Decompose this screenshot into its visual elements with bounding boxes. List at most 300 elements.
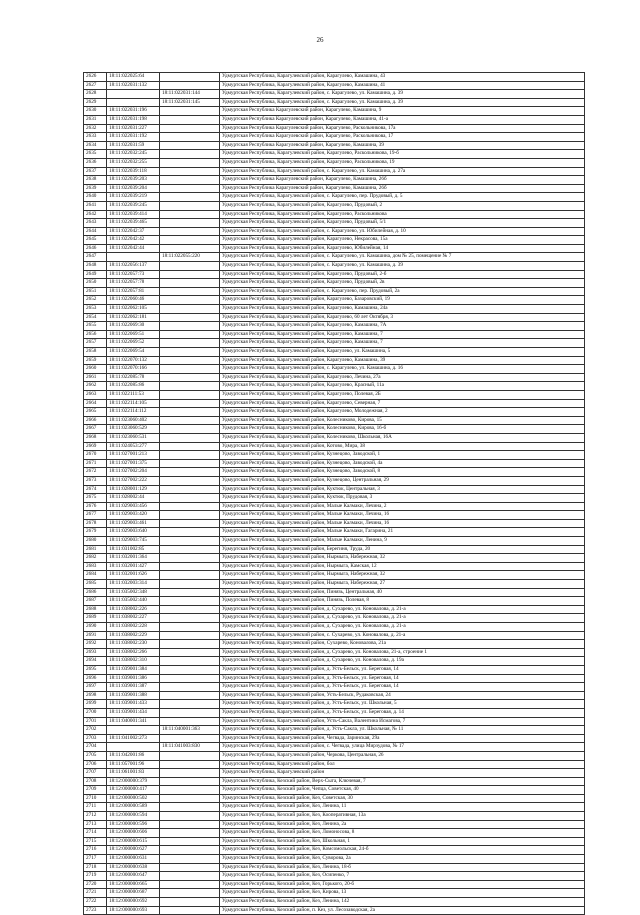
table-row <box>84 81 585 90</box>
address-cell: Удмуртская Республика, Карагулевский район, с. Карагулево, ул. Юбилейная, д. 10 <box>220 227 585 236</box>
row-number-cell: 2680 <box>84 537 107 546</box>
parcel-number-cell: 18:11:023060:529 <box>107 425 160 434</box>
table-row <box>84 794 585 803</box>
object-number-cell <box>160 519 220 528</box>
table-row <box>84 683 585 692</box>
address-cell: Удмуртская Республика, Карагулевский район, с. Чегвада, улица Мирзудова, № 17 <box>220 743 585 752</box>
parcel-number-cell: 18:12:000000:638 <box>107 863 160 872</box>
object-number-cell <box>160 545 220 554</box>
row-number-cell: 2646 <box>84 244 107 253</box>
object-number-cell <box>160 451 220 460</box>
address-cell: Удмуртская Республика, Карагулевский район, д. Сухарево, ул. Коновалова, д. 21-а <box>220 605 585 614</box>
object-number-cell <box>160 872 220 881</box>
table-row <box>84 382 585 391</box>
row-number-cell: 2676 <box>84 502 107 511</box>
parcel-number-cell: 18:12:000000:596 <box>107 820 160 829</box>
table-row <box>84 597 585 606</box>
object-number-cell <box>160 803 220 812</box>
object-number-cell <box>160 657 220 666</box>
table-row <box>84 528 585 537</box>
row-number-cell: 2714 <box>84 829 107 838</box>
parcel-number-cell: 18:11:057001:96 <box>107 760 160 769</box>
table-row <box>84 262 585 271</box>
address-cell: Удмуртская Республика, Карагулевский район, Карагулево, Северная, 7 <box>220 399 585 408</box>
object-number-cell <box>160 855 220 864</box>
row-number-cell: 2630 <box>84 107 107 116</box>
object-number-cell <box>160 511 220 520</box>
object-number-cell <box>160 614 220 623</box>
row-number-cell: 2705 <box>84 751 107 760</box>
table-row <box>84 416 585 425</box>
address-cell: Удмуртская Республика, Кезский район, Кез, Осипенко, 7 <box>220 872 585 881</box>
table-row <box>84 623 585 632</box>
table-row <box>84 313 585 322</box>
table-row <box>84 107 585 116</box>
parcel-number-cell: 18:11:022070:166 <box>107 365 160 374</box>
address-cell: Удмуртская Республика, Карагулевский район, Карагулево, ул. Камашина, 5 <box>220 348 585 357</box>
row-number-cell: 2707 <box>84 769 107 778</box>
row-number-cell: 2674 <box>84 485 107 494</box>
address-cell: Удмуртская Республика, Карагулевский район, с. Карагулево, ул. Камашина, д. 39 <box>220 90 585 99</box>
row-number-cell: 2688 <box>84 605 107 614</box>
table-row <box>84 270 585 279</box>
parcel-number-cell: 18:11:022085:86 <box>107 382 160 391</box>
address-cell: Удмуртская Республика, Карагулевский район, Колесниково, Кирова, 15 <box>220 416 585 425</box>
table-row <box>84 296 585 305</box>
address-cell: Удмуртская Республика, Карагулевский район, Карагулево, Полевая, 2Б <box>220 390 585 399</box>
table-row <box>84 425 585 434</box>
object-number-cell <box>160 571 220 580</box>
table-row <box>84 115 585 124</box>
parcel-number-cell: 18:11:022031:196 <box>107 107 160 116</box>
address-cell: Удмуртская Республика, Карагулевский район, Черкова, Центральная, 26 <box>220 751 585 760</box>
row-number-cell: 2717 <box>84 855 107 864</box>
parcel-number-cell: 18:11:038002:230 <box>107 640 160 649</box>
row-number-cell: 2672 <box>84 468 107 477</box>
parcel-number-cell: 18:11:022069:52 <box>107 339 160 348</box>
address-cell: Удмуртская Республика, Карагулевский район, Малые Калмаки, Лечина, 16 <box>220 511 585 520</box>
table-row <box>84 322 585 331</box>
parcel-number-cell: 18:11:039001:387 <box>107 683 160 692</box>
table-row <box>84 519 585 528</box>
table-row <box>84 537 585 546</box>
object-number-cell <box>160 683 220 692</box>
parcel-number-cell <box>107 253 160 262</box>
parcel-number-cell: 18:11:022042:37 <box>107 227 160 236</box>
parcel-number-cell: 18:11:038002:227 <box>107 614 160 623</box>
parcel-number-cell: 18:11:022039:219 <box>107 193 160 202</box>
address-cell: Удмуртская Республика, Карагулевский район, Карагулево, Лечина, 27а <box>220 373 585 382</box>
row-number-cell: 2697 <box>84 683 107 692</box>
object-number-cell <box>160 777 220 786</box>
address-cell: Удмуртская Республика, Карагулевский район, Карагулево, Некрасова, 15а <box>220 236 585 245</box>
parcel-number-cell: 18:11:039001:434 <box>107 708 160 717</box>
parcel-number-cell: 18:12:000000:647 <box>107 872 160 881</box>
address-cell: Удмуртская Республика, Карагулевский район, Карагулево, Раскольникова <box>220 210 585 219</box>
object-number-cell <box>160 279 220 288</box>
object-number-cell <box>160 760 220 769</box>
parcel-number-cell: 18:11:028002:44 <box>107 494 160 503</box>
row-number-cell: 2718 <box>84 863 107 872</box>
row-number-cell: 2664 <box>84 399 107 408</box>
row-number-cell: 2704 <box>84 743 107 752</box>
parcel-number-cell: 18:11:039001:386 <box>107 674 160 683</box>
object-number-cell <box>160 665 220 674</box>
table-row <box>84 244 585 253</box>
table-row <box>84 545 585 554</box>
object-number-cell <box>160 115 220 124</box>
table-row <box>84 562 585 571</box>
table-row <box>84 760 585 769</box>
table-row <box>84 433 585 442</box>
parcel-number-cell: 18:11:022042:44 <box>107 244 160 253</box>
address-cell: Удмуртская Республика, Карагулевский район, д. Усть-Бельск, ул. Береговая, 14 <box>220 683 585 692</box>
address-cell: Удмуртская Республика, Карагулевский район, д. Сухарево, ул. Коновалова, д. 21-а <box>220 614 585 623</box>
row-number-cell: 2629 <box>84 98 107 107</box>
object-number-cell <box>160 227 220 236</box>
parcel-number-cell: 18:11:035002:440 <box>107 597 160 606</box>
object-number-cell <box>160 476 220 485</box>
parcel-number-cell: 18:11:038002:228 <box>107 623 160 632</box>
address-cell: Удмуртская Республика, Карагулевский район, Карагулево, Камашина, 41 <box>220 81 585 90</box>
object-number-cell <box>160 236 220 245</box>
address-cell: Удмуртская Республика, Кезский район, Кез, Ленина, 11 <box>220 803 585 812</box>
row-number-cell: 2662 <box>84 382 107 391</box>
table-row <box>84 356 585 365</box>
table-row <box>84 494 585 503</box>
address-cell: Удмуртская Республика, Карагулевский район, д. Сухарево, ул. Коновалова, д. 19а <box>220 657 585 666</box>
parcel-number-cell: 18:11:022069:30 <box>107 322 160 331</box>
table-row <box>84 837 585 846</box>
row-number-cell: 2655 <box>84 322 107 331</box>
row-number-cell: 2721 <box>84 889 107 898</box>
parcel-number-cell: 18:11:032003:314 <box>107 580 160 589</box>
row-number-cell: 2702 <box>84 726 107 735</box>
object-number-cell <box>160 537 220 546</box>
table-row <box>84 820 585 829</box>
row-number-cell: 2695 <box>84 665 107 674</box>
parcel-number-cell: 18:11:027001:375 <box>107 459 160 468</box>
address-cell: Удмуртская Республика, Карагулевский район, Карагулево, Юбилейная, 14 <box>220 244 585 253</box>
row-number-cell: 2653 <box>84 305 107 314</box>
table-row <box>84 777 585 786</box>
row-number-cell: 2669 <box>84 442 107 451</box>
object-number-cell <box>160 339 220 348</box>
row-number-cell: 2667 <box>84 425 107 434</box>
parcel-number-cell: 18:11:022039:204 <box>107 184 160 193</box>
parcel-number-cell: 18:11:029003:456 <box>107 502 160 511</box>
row-number-cell: 2722 <box>84 898 107 907</box>
table-row <box>84 511 585 520</box>
address-cell: Удмуртская Республика Карагулевский район, Карагулево, Камашина, 9 <box>220 107 585 116</box>
row-number-cell: 2626 <box>84 73 107 82</box>
parcel-number-cell: 18:11:028001:129 <box>107 485 160 494</box>
table-row <box>84 227 585 236</box>
object-number-cell <box>160 305 220 314</box>
object-number-cell <box>160 502 220 511</box>
parcel-number-cell: 18:11:022114:112 <box>107 408 160 417</box>
table-row <box>84 769 585 778</box>
address-cell: Удмуртская Республика Карагулевский район, Карагулево, Камашина, 26б <box>220 184 585 193</box>
object-number-cell <box>160 287 220 296</box>
address-cell: Удмуртская Республика, Кезский район, Кез, Ломоносова, 8 <box>220 829 585 838</box>
row-number-cell: 2699 <box>84 700 107 709</box>
object-number-cell <box>160 708 220 717</box>
object-number-cell: 18:11:040001:363 <box>160 726 220 735</box>
table-row <box>84 73 585 82</box>
address-cell: Удмуртская Республика, Кезский район, п. Кез, ул. Лесозаводская, 2а <box>220 906 585 915</box>
table-row <box>84 305 585 314</box>
parcel-number-cell: 18:11:022039:465 <box>107 219 160 228</box>
address-cell: Удмуртская Республика, Карагулевский район, Карагулево, 60 лет Октября, 3 <box>220 313 585 322</box>
parcel-number-cell: 18:11:032001:626 <box>107 571 160 580</box>
parcel-number-cell: 18:11:027001:213 <box>107 451 160 460</box>
object-number-cell <box>160 794 220 803</box>
table-row <box>84 674 585 683</box>
row-number-cell: 2691 <box>84 631 107 640</box>
parcel-number-cell: 18:11:022057:73 <box>107 270 160 279</box>
parcel-number-cell: 18:11:022070:132 <box>107 356 160 365</box>
object-number-cell <box>160 158 220 167</box>
object-number-cell <box>160 623 220 632</box>
address-cell: Удмуртская Республика, Кезский район, Кез, Кооперативная, 13а <box>220 812 585 821</box>
object-number-cell <box>160 631 220 640</box>
table-row <box>84 193 585 202</box>
object-number-cell <box>160 605 220 614</box>
row-number-cell: 2639 <box>84 184 107 193</box>
row-number-cell: 2648 <box>84 262 107 271</box>
address-cell: Удмуртская Республика, Карагулевский район, Малые Калмаки, Ленина, 9 <box>220 537 585 546</box>
object-number-cell <box>160 150 220 159</box>
row-number-cell: 2663 <box>84 390 107 399</box>
row-number-cell: 2644 <box>84 227 107 236</box>
table-row <box>84 365 585 374</box>
row-number-cell: 2661 <box>84 373 107 382</box>
table-row <box>84 751 585 760</box>
object-number-cell <box>160 812 220 821</box>
parcel-number-cell: 18:11:022031:227 <box>107 124 160 133</box>
address-cell: Удмуртская Республика, Карагулевский район, Карагулево, Красный, 11а <box>220 382 585 391</box>
address-cell: Удмуртская Республика, Карагулевский район, Карагулево, Камашина, 24а <box>220 305 585 314</box>
parcel-number-cell: 18:11:022062:181 <box>107 313 160 322</box>
address-cell: Удмуртская Республика, Кезский район, Чепца, Советская, 40 <box>220 786 585 795</box>
row-number-cell: 2703 <box>84 734 107 743</box>
parcel-number-cell: 18:11:022032:245 <box>107 150 160 159</box>
object-number-cell <box>160 700 220 709</box>
row-number-cell: 2671 <box>84 459 107 468</box>
address-cell: Удмуртская Республика, Кезский район, Верх-Сыга, Ключевая, 7 <box>220 777 585 786</box>
row-number-cell: 2700 <box>84 708 107 717</box>
row-number-cell: 2649 <box>84 270 107 279</box>
address-cell: Удмуртская Республика Карагулевский район, Карагулево, Камашина, 41-а <box>220 115 585 124</box>
row-number-cell: 2658 <box>84 348 107 357</box>
table-row <box>84 236 585 245</box>
row-number-cell: 2673 <box>84 476 107 485</box>
object-number-cell: 18:11:041003:830 <box>160 743 220 752</box>
object-number-cell <box>160 769 220 778</box>
object-number-cell <box>160 356 220 365</box>
page-number: 26 <box>316 36 324 44</box>
row-number-cell: 2713 <box>84 820 107 829</box>
address-cell: Удмуртская Республика, Карагулевский район, Карагулево, Молодежная, 2 <box>220 408 585 417</box>
object-number-cell <box>160 691 220 700</box>
parcel-number-cell: 18:11:042001:86 <box>107 751 160 760</box>
table-row <box>84 184 585 193</box>
row-number-cell: 2631 <box>84 115 107 124</box>
object-number-cell <box>160 244 220 253</box>
parcel-number-cell: 18:11:022031:198 <box>107 115 160 124</box>
row-number-cell: 2637 <box>84 167 107 176</box>
row-number-cell: 2638 <box>84 176 107 185</box>
address-cell: Удмуртская Республика, Карагулевский район, Карагулево, Камашина, 7 <box>220 339 585 348</box>
address-cell: Удмуртская Республика, Карагулевский район, с. Карагулево, ул. Камашина, д. 39 <box>220 262 585 271</box>
address-cell: Удмуртская Республика, Карагулевский район, д. Усть-Бельск, ул. Береговая, 14 <box>220 674 585 683</box>
object-number-cell <box>160 717 220 726</box>
row-number-cell: 2712 <box>84 812 107 821</box>
row-number-cell: 2642 <box>84 210 107 219</box>
table-row <box>84 442 585 451</box>
object-number-cell <box>160 674 220 683</box>
address-cell: Удмуртская Республика, Кезский район, Кез, Ленина, 142 <box>220 898 585 907</box>
address-cell: Удмуртская Республика, Карагулевский район, Карагулево, Базаровский, 19 <box>220 296 585 305</box>
address-cell: Удмуртская Республика, Карагулевский район, Колесниково, Кирова, 16-б <box>220 425 585 434</box>
parcel-number-cell: 18:12:000000:631 <box>107 855 160 864</box>
parcel-number-cell: 18:11:022032:255 <box>107 158 160 167</box>
parcel-number-cell: 18:11:031002:85 <box>107 545 160 554</box>
address-cell: Удмуртская Республика, Карагулевский район, Пинязь, Полевая, 8 <box>220 597 585 606</box>
address-cell: Удмуртская Республика, Карагулевский район, д. Усть-Бельск, ул. Береговая, 14 <box>220 665 585 674</box>
row-number-cell: 2656 <box>84 330 107 339</box>
address-cell: Удмуртская Республика, Карагулевский район <box>220 769 585 778</box>
row-number-cell: 2685 <box>84 580 107 589</box>
object-number-cell <box>160 270 220 279</box>
object-number-cell <box>160 262 220 271</box>
address-cell: Удмуртская Республика, Карагулевский район, с. Сухарево, ул. Коновалова, д. 21-а <box>220 631 585 640</box>
parcel-number-cell <box>107 726 160 735</box>
object-number-cell: 18:11:022055:220 <box>160 253 220 262</box>
address-cell: Удмуртская Республика, Карагулевский район, Карагулево, Камашина, 7А <box>220 322 585 331</box>
parcel-number-cell: 18:12:000000:687 <box>107 889 160 898</box>
table-row <box>84 210 585 219</box>
table-row <box>84 631 585 640</box>
parcel-number-cell: 18:11:022039:414 <box>107 210 160 219</box>
row-number-cell: 2698 <box>84 691 107 700</box>
address-cell: Удмуртская Республика, Карагулевский район, Карагулево, Камашина, 7 <box>220 330 585 339</box>
parcel-number-cell: 18:12:000000:502 <box>107 794 160 803</box>
object-number-cell <box>160 73 220 82</box>
parcel-number-cell: 18:12:000000:379 <box>107 777 160 786</box>
object-number-cell <box>160 734 220 743</box>
address-cell: Удмуртская Республика, Карагулевский район, Кузнецово, Заводской, 1 <box>220 451 585 460</box>
parcel-number-cell: 18:12:000000:594 <box>107 812 160 821</box>
address-cell: Удмуртская Республика, Карагулевский район, Куктюк, Прудовая, 3 <box>220 494 585 503</box>
object-number-cell <box>160 313 220 322</box>
object-number-cell <box>160 442 220 451</box>
parcel-number-cell: 18:11:023060:531 <box>107 433 160 442</box>
parcel-number-cell: 18:11:061001:83 <box>107 769 160 778</box>
row-number-cell: 2668 <box>84 433 107 442</box>
row-number-cell: 2677 <box>84 511 107 520</box>
parcel-number-cell: 18:11:022031:59 <box>107 141 160 150</box>
object-number-cell <box>160 880 220 889</box>
object-number-cell <box>160 829 220 838</box>
row-number-cell: 2657 <box>84 339 107 348</box>
address-cell: Удмуртская Республика, Карагулевский район, Нырмыга, Набережная, 32 <box>220 554 585 563</box>
address-cell: Удмуртская Республика, Карагулевский район, д. Сухарево, ул. Коновалова, д. 21-а <box>220 623 585 632</box>
row-number-cell: 2709 <box>84 786 107 795</box>
table-row <box>84 743 585 752</box>
row-number-cell: 2675 <box>84 494 107 503</box>
table-row <box>84 571 585 580</box>
address-cell: Удмуртская Республика, Карагулевский район, Карагулево, Прудовый, 2 <box>220 201 585 210</box>
table-row <box>84 348 585 357</box>
address-cell: Удмуртская Республика, Карагулевский район, Кузнецово, Заводской, 8 <box>220 468 585 477</box>
row-number-cell: 2666 <box>84 416 107 425</box>
address-cell: Удмуртская Республика, Карагулевский район, с. Карагулево, ул. Камашина, дом № 25, помещение № 7 <box>220 253 585 262</box>
object-number-cell <box>160 348 220 357</box>
registry-table-body <box>84 73 585 915</box>
address-cell: Удмуртская Республика, Карагулевский район, Карагулево, Раскольникова, 19-б <box>220 150 585 159</box>
parcel-number-cell: 18:11:027002:222 <box>107 476 160 485</box>
address-cell: Удмуртская Республика, Карагулевский район, Пинязь, Центральная, 40 <box>220 588 585 597</box>
parcel-number-cell: 18:12:000000:615 <box>107 837 160 846</box>
row-number-cell: 2645 <box>84 236 107 245</box>
object-number-cell <box>160 390 220 399</box>
row-number-cell: 2708 <box>84 777 107 786</box>
parcel-number-cell: 18:12:000000:606 <box>107 829 160 838</box>
object-number-cell <box>160 562 220 571</box>
row-number-cell: 2628 <box>84 90 107 99</box>
row-number-cell: 2679 <box>84 528 107 537</box>
object-number-cell <box>160 648 220 657</box>
table-row <box>84 339 585 348</box>
row-number-cell: 2706 <box>84 760 107 769</box>
object-number-cell <box>160 863 220 872</box>
parcel-number-cell: 18:11:022031:132 <box>107 81 160 90</box>
address-cell: Удмуртская Республика, Кезский район, Кез, Кирова, 13 <box>220 889 585 898</box>
table-row <box>84 872 585 881</box>
table-row <box>84 279 585 288</box>
parcel-number-cell: 18:11:041002:273 <box>107 734 160 743</box>
address-cell: Удмуртская Республика, Карагулевский район, Котово, Мира, 38 <box>220 442 585 451</box>
parcel-number-cell: 18:11:022060:46 <box>107 296 160 305</box>
parcel-number-cell: 18:12:000000:627 <box>107 846 160 855</box>
row-number-cell: 2641 <box>84 201 107 210</box>
parcel-number-cell: 18:11:035002:348 <box>107 588 160 597</box>
table-row <box>84 219 585 228</box>
address-cell: Удмуртская Республика, Карагулевский район, Карагулево, Раскольникова, 19 <box>220 158 585 167</box>
row-number-cell: 2719 <box>84 872 107 881</box>
parcel-number-cell: 18:11:022057:78 <box>107 279 160 288</box>
object-number-cell <box>160 81 220 90</box>
table-row <box>84 468 585 477</box>
address-cell: Удмуртская Республика, Карагулевский район, Малые Калмаки, Лечина, 2 <box>220 502 585 511</box>
object-number-cell <box>160 640 220 649</box>
row-number-cell: 2681 <box>84 545 107 554</box>
row-number-cell: 2715 <box>84 837 107 846</box>
row-number-cell: 2696 <box>84 674 107 683</box>
table-row <box>84 330 585 339</box>
object-number-cell <box>160 141 220 150</box>
row-number-cell: 2720 <box>84 880 107 889</box>
address-cell: Удмуртская Республика, Карагулевский район, Сухарево, Коновалова, 21а <box>220 640 585 649</box>
row-number-cell: 2692 <box>84 640 107 649</box>
table-row <box>84 476 585 485</box>
object-number-cell <box>160 906 220 915</box>
table-row <box>84 691 585 700</box>
registry-table <box>83 72 585 915</box>
parcel-number-cell: 18:12:000000:417 <box>107 786 160 795</box>
